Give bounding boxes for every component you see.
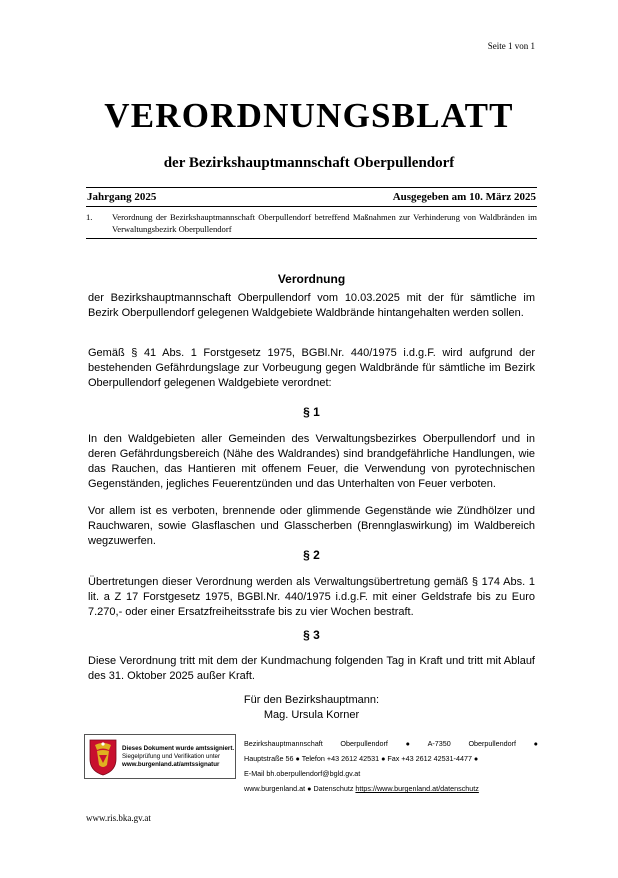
toc-item[interactable] — [86, 211, 537, 239]
official-signature-box — [84, 734, 236, 779]
signature-role: Für den Bezirkshauptmann: — [243, 694, 380, 706]
issue-date: Ausgegeben am 10. März 2025 — [392, 191, 536, 203]
masthead-title: VERORDNUNGSBLATT — [104, 96, 514, 135]
footer-bullet: ● — [405, 739, 410, 748]
signature-verification-url[interactable]: www.burgenland.at/amtssignatur — [122, 760, 220, 768]
volume-label: Jahrgang 2025 — [87, 191, 157, 203]
ordinance-intro: der Bezirkshauptmannschaft Oberpullendorf vom 10.03.2025 mit der für sämtliche im Bezirk Oberpullendorf gelegenen Waldgebiete Waldbrände hintangehalten werden sollen. — [88, 292, 535, 319]
legal-basis: Gemäß § 41 Abs. 1 Forstgesetz 1975, BGBl.Nr. 440/1975 i.d.g.F. wird aufgrund der bestehenden Gefährdungslage zur Vorbeugung gegen Waldbrände für sämtliche im Bezirk Oberpullendorf gelegenen Waldgebiete verordnet: — [88, 347, 535, 389]
footer-bullet: ● — [533, 739, 538, 748]
signature-block — [88, 693, 535, 723]
ris-url[interactable]: www.ris.bka.gv.at — [86, 813, 151, 823]
issue-bar — [86, 187, 537, 207]
footer-line-1 — [244, 736, 538, 751]
footer-line-2: Hauptstraße 56 ● Telefon +43 2612 42531 ● Fax +43 2612 42531-4477 ● — [244, 754, 479, 763]
signature-name: Mag. Ursula Korner — [263, 709, 360, 721]
signature-box-text — [122, 745, 234, 769]
footer-word: Oberpullendorf — [468, 739, 516, 748]
burgenland-coat-of-arms-icon — [87, 737, 119, 777]
footer-line-4 — [244, 781, 538, 796]
footer-word: Bezirkshauptmannschaft — [244, 739, 323, 748]
section-3-heading: § 3 — [303, 628, 320, 642]
section-2-para: Übertretungen dieser Verordnung werden als Verwaltungsübertretung gemäß § 174 Abs. 1 lit. a Z 17 Forstgesetz 1975, BGBl.Nr. 440/1975 i.d.g.F. mit einer Geldstrafe bis zu Euro 7.270,- oder einer Ersatzfreiheitsstrafe bis zu vier Wochen bestraft. — [88, 576, 535, 618]
footer-word: Oberpullendorf — [340, 739, 388, 748]
section-2-heading: § 2 — [303, 548, 320, 562]
section-1-heading: § 1 — [303, 405, 320, 419]
section-1-para-1: In den Waldgebieten aller Gemeinden des Verwaltungsbezirkes Oberpullendorf und in deren Gefährdungsbereich (Nähe des Waldrandes) sind brandgefährliche Handlungen, wie das Rauchen, das Hantieren mit offenem Feuer, die Verwendung von pyrotechnischen Gegenständen, jegliches Feuerentzünden und das Unterhalten von Feuer verboten. — [88, 433, 535, 490]
ordinance-heading: Verordnung — [277, 272, 346, 286]
toc-item-number: 1. — [86, 212, 93, 222]
section-1-para-2: Vor allem ist es verboten, brennende oder glimmende Gegenstände wie Zündhölzer und Rauchwaren, sowie Glasflaschen und Glasscherben (Brennglaswirkung) im Waldbereich wegzuwerfen. — [88, 505, 535, 547]
footer-email[interactable]: E-Mail bh.oberpullendorf@bgld.gv.at — [244, 769, 361, 778]
signature-verification: Siegelprüfung und Verifikation unter — [122, 752, 221, 760]
footer-word: A-7350 — [427, 739, 451, 748]
page-number: Seite 1 von 1 — [487, 41, 535, 51]
toc-item-text: Verordnung der Bezirkshauptmannschaft Oberpullendorf betreffend Maßnahmen zur Verhinderung von Waldbränden im Verwaltungsbezirk Oberpullendorf — [112, 212, 537, 234]
footer-web-prefix: www.burgenland.at ● Datenschutz — [244, 784, 356, 793]
privacy-link[interactable]: https://www.burgenland.at/datenschutz — [355, 784, 479, 793]
section-3-para: Diese Verordnung tritt mit dem der Kundmachung folgenden Tag in Kraft und tritt mit Ablauf des 31. Oktober 2025 außer Kraft. — [88, 655, 535, 682]
masthead-subtitle: der Bezirkshauptmannschaft Oberpullendorf — [163, 155, 455, 171]
footer-contact — [244, 736, 538, 796]
signature-notice: Dieses Dokument wurde amtssigniert. — [122, 744, 235, 752]
